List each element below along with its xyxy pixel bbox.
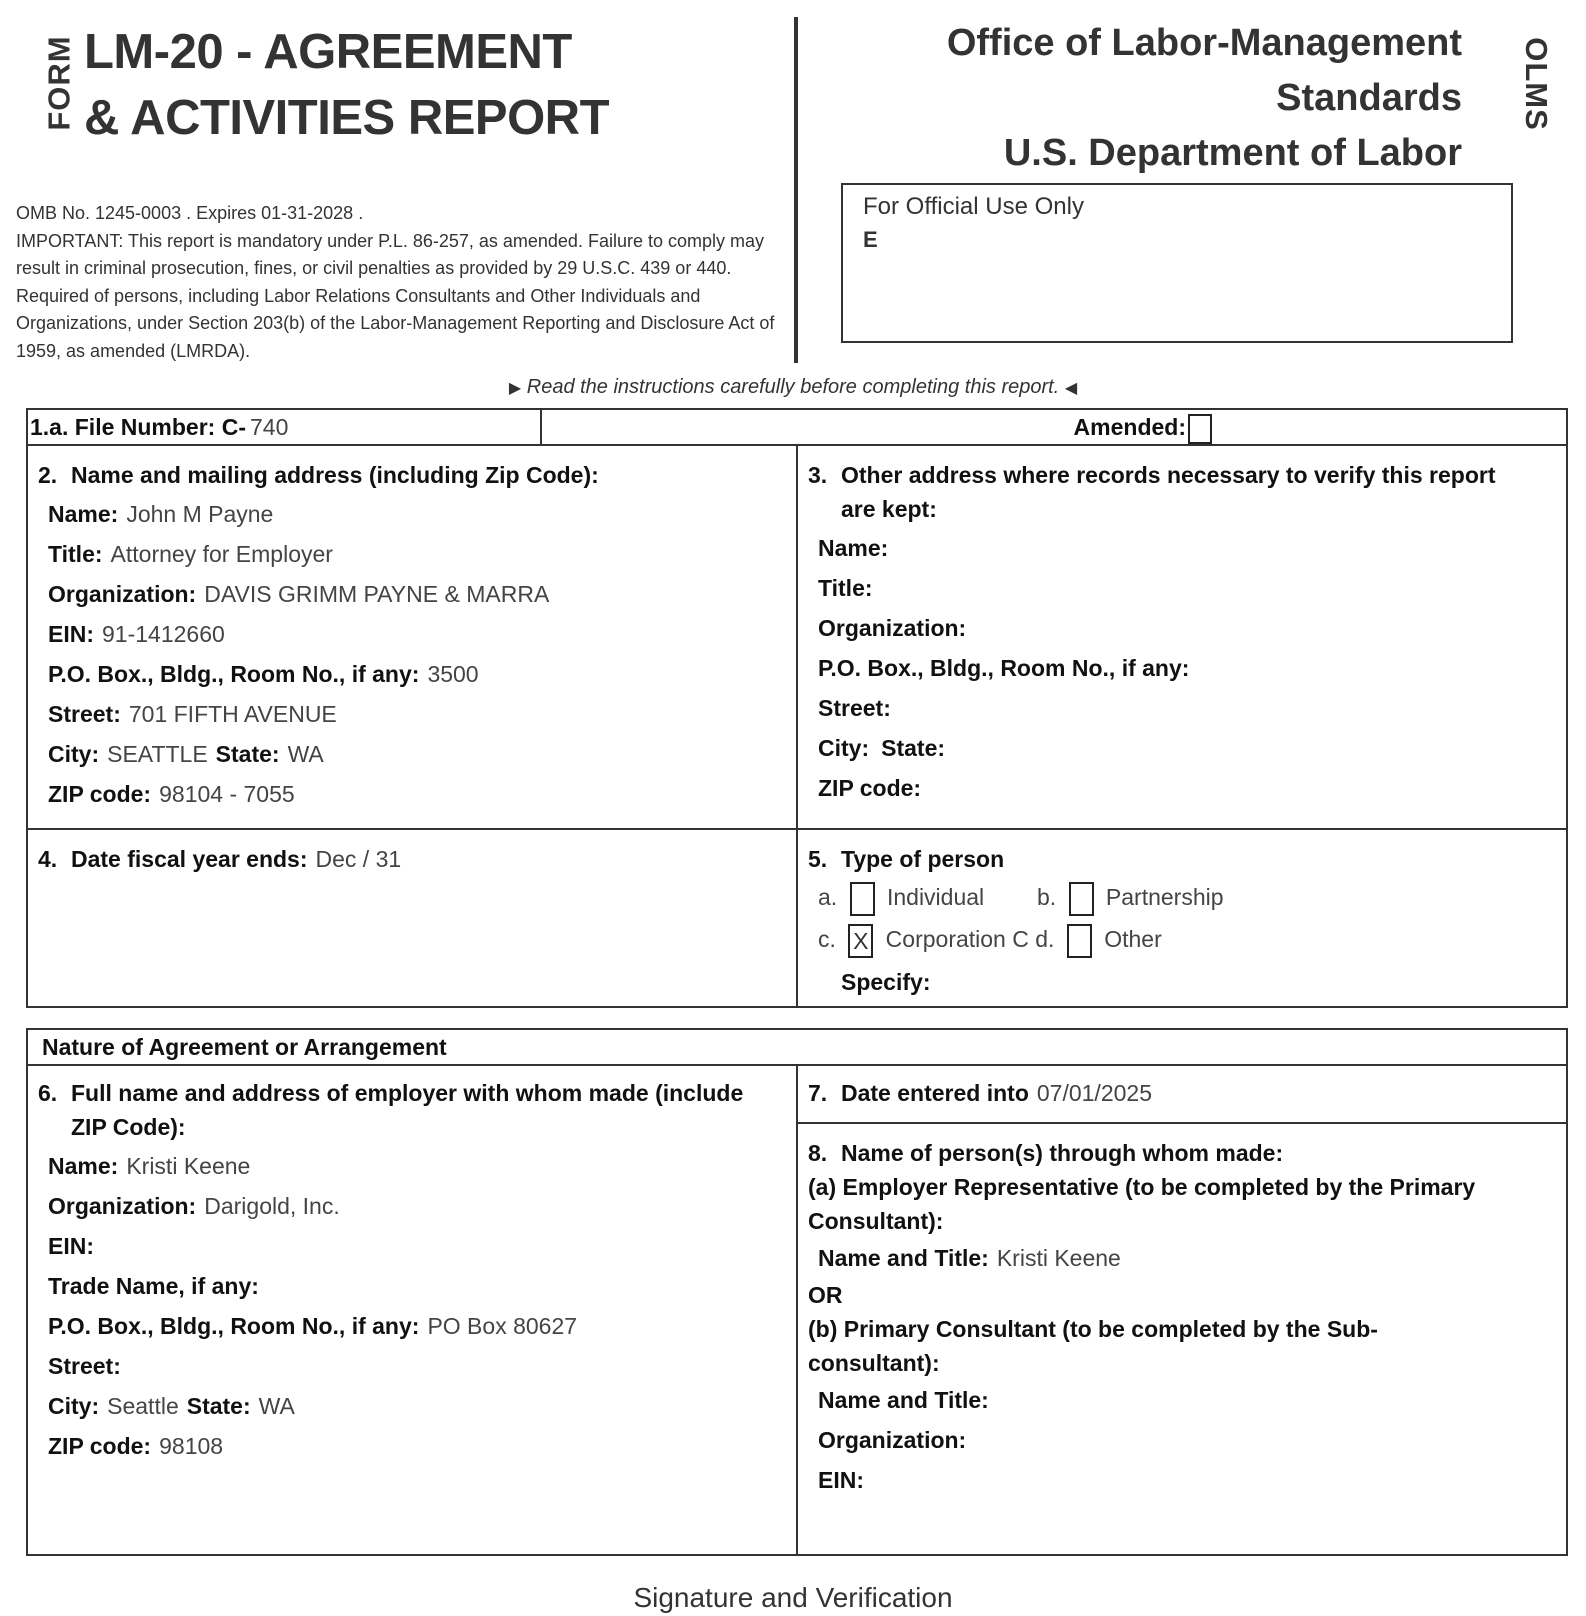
section5-type-of-person xyxy=(798,830,1566,1006)
section8-part-b: (b) Primary Consultant (to be completed by the Sub- xyxy=(808,1316,1378,1342)
s2-name-field: Name: John M Payne xyxy=(48,501,274,527)
file-number-label: 1.a. File Number: C- xyxy=(30,414,246,440)
amended-label: Amended: xyxy=(1073,414,1186,440)
office-line3: U.S. Department of Labor xyxy=(1003,132,1462,174)
s8b-name-title-field: Name and Title: xyxy=(818,1387,989,1413)
s6-ein-field: EIN: xyxy=(48,1233,94,1259)
file-number-cell xyxy=(28,410,542,444)
s3-organization-field: Organization: xyxy=(818,615,967,641)
form-label-text: FORM xyxy=(42,35,78,131)
amended-checkbox[interactable] xyxy=(1188,414,1212,444)
corporation-checkbox[interactable]: X xyxy=(848,924,873,958)
official-use-code: E xyxy=(863,227,878,252)
s2-city-state-field: City: SEATTLE State: WA xyxy=(48,741,324,767)
fiscal-type-row xyxy=(26,828,1568,1008)
section5-heading: 5. Type of person xyxy=(808,846,1005,872)
fiscal-year-value[interactable]: Dec / 31 xyxy=(315,846,402,872)
specify-label: Specify: xyxy=(841,969,931,995)
omb-line: OMB No. 1245-0003 . Expires 01-31-2028 . xyxy=(16,203,364,223)
section4-heading: 4. Date fiscal year ends: Dec / 31 xyxy=(38,846,402,872)
file-number-row xyxy=(26,408,1568,446)
office-line1: Office of Labor-Management xyxy=(946,22,1462,64)
s2-organization-field: Organization: DAVIS GRIMM PAYNE & MARRA xyxy=(48,581,550,607)
section8-part-b-cont: consultant): xyxy=(808,1350,940,1376)
s6-trade-name-field: Trade Name, if any: xyxy=(48,1273,259,1299)
section6-employer xyxy=(28,1066,798,1554)
s3-title-field: Title: xyxy=(818,575,873,601)
olms-label-text: OLMS xyxy=(1519,37,1554,131)
section7-8-column xyxy=(798,1066,1566,1554)
form-label-vertical xyxy=(40,28,80,138)
s8b-ein-field: EIN: xyxy=(818,1467,864,1493)
s2-ein-field: EIN: 91-1412660 xyxy=(48,621,225,647)
s6-name-field: Name: Kristi Keene xyxy=(48,1153,251,1179)
file-number-value[interactable]: 740 xyxy=(249,414,289,440)
amended-cell xyxy=(542,410,1566,444)
section4-fiscal-year xyxy=(28,830,798,1006)
date-entered-value[interactable]: 07/01/2025 xyxy=(1036,1080,1152,1106)
s8b-organization-field: Organization: xyxy=(818,1427,967,1453)
nature-heading: Nature of Agreement or Arrangement xyxy=(42,1034,447,1060)
s2-zip-field: ZIP code: 98104 - 7055 xyxy=(48,781,295,807)
section7-heading: 7. Date entered into 07/01/2025 xyxy=(808,1080,1152,1106)
s3-city-state-field: City: State: xyxy=(818,735,946,761)
official-use-label: For Official Use Only xyxy=(863,193,1084,220)
instructions-text: Read the instructions carefully before completing this report. xyxy=(526,376,1060,398)
section6-heading: 6. Full name and address of employer with whom made (include xyxy=(38,1080,744,1106)
header-divider xyxy=(794,17,798,363)
s6-po-box-field: P.O. Box., Bldg., Room No., if any: PO Box 80627 xyxy=(48,1313,578,1339)
section6-heading-cont: ZIP Code): xyxy=(71,1114,186,1140)
section3-heading-cont: are kept: xyxy=(841,496,937,522)
s2-po-box-field: P.O. Box., Bldg., Room No., if any: 3500 xyxy=(48,661,479,687)
s8a-name-title-field: Name and Title: Kristi Keene xyxy=(818,1245,1121,1271)
s6-street-field: Street: xyxy=(48,1353,121,1379)
section2-heading: 2. Name and mailing address (including Zip Code): xyxy=(38,462,599,488)
type-options-row1: a. Individual b. Partnership xyxy=(808,876,1566,918)
omb-notice xyxy=(16,200,776,365)
partnership-checkbox[interactable] xyxy=(1069,882,1094,916)
individual-checkbox[interactable] xyxy=(850,882,875,916)
section8-through-whom xyxy=(798,1124,1566,1500)
official-use-box xyxy=(841,183,1513,343)
agreement-row xyxy=(26,1064,1568,1556)
s2-title-field: Title: Attorney for Employer xyxy=(48,541,333,567)
other-checkbox[interactable] xyxy=(1067,924,1092,958)
s6-organization-field: Organization: Darigold, Inc. xyxy=(48,1193,340,1219)
section8-part-a: (a) Employer Representative (to be completed by the Primary xyxy=(808,1174,1476,1200)
section8-heading: 8. Name of person(s) through whom made: xyxy=(808,1140,1284,1166)
s6-city-state-field: City: Seattle State: WA xyxy=(48,1393,295,1419)
section3-records-address xyxy=(798,446,1566,828)
type-options-row2: c. X Corporation C d. Other xyxy=(808,918,1566,960)
form-title-line2: & ACTIVITIES REPORT xyxy=(84,91,610,145)
signature-heading: Signature and Verification xyxy=(633,1582,953,1613)
important-text: IMPORTANT: This report is mandatory under P.L. 86-257, as amended. Failure to comply may result in criminal prosecution, fines, or civil penalties as provided by 29 U.S.C. 439 or 440. Required of persons, including Labor Relations Consultants and Other Individuals and Organizations, under Section 203(b) of the Labor-Management Reporting and Disclosure Act of 1959, as amended (LMRDA). xyxy=(16,230,775,361)
nature-heading-row xyxy=(26,1028,1568,1066)
section2-mailing-address xyxy=(28,446,798,828)
instructions-notice xyxy=(0,376,1586,399)
form-title-line1: LM-20 - AGREEMENT xyxy=(84,25,572,79)
s2-street-field: Street: 701 FIFTH AVENUE xyxy=(48,701,337,727)
section7-date-entered xyxy=(798,1066,1566,1124)
address-row xyxy=(26,444,1568,830)
triangle-left-icon: ◀ xyxy=(1064,380,1078,397)
s3-zip-field: ZIP code: xyxy=(818,775,922,801)
section8-or: OR xyxy=(808,1282,843,1308)
section3-heading: 3. Other address where records necessary to verify this report xyxy=(808,462,1496,488)
s3-po-box-field: P.O. Box., Bldg., Room No., if any: xyxy=(818,655,1190,681)
section8-part-a-cont: Consultant): xyxy=(808,1208,944,1234)
office-line2: Standards xyxy=(1276,77,1462,119)
s6-zip-field: ZIP code: 98108 xyxy=(48,1433,224,1459)
s3-name-field: Name: xyxy=(818,535,889,561)
s3-street-field: Street: xyxy=(818,695,891,721)
olms-label-vertical xyxy=(1515,28,1557,140)
triangle-right-icon: ▶ xyxy=(508,380,522,397)
